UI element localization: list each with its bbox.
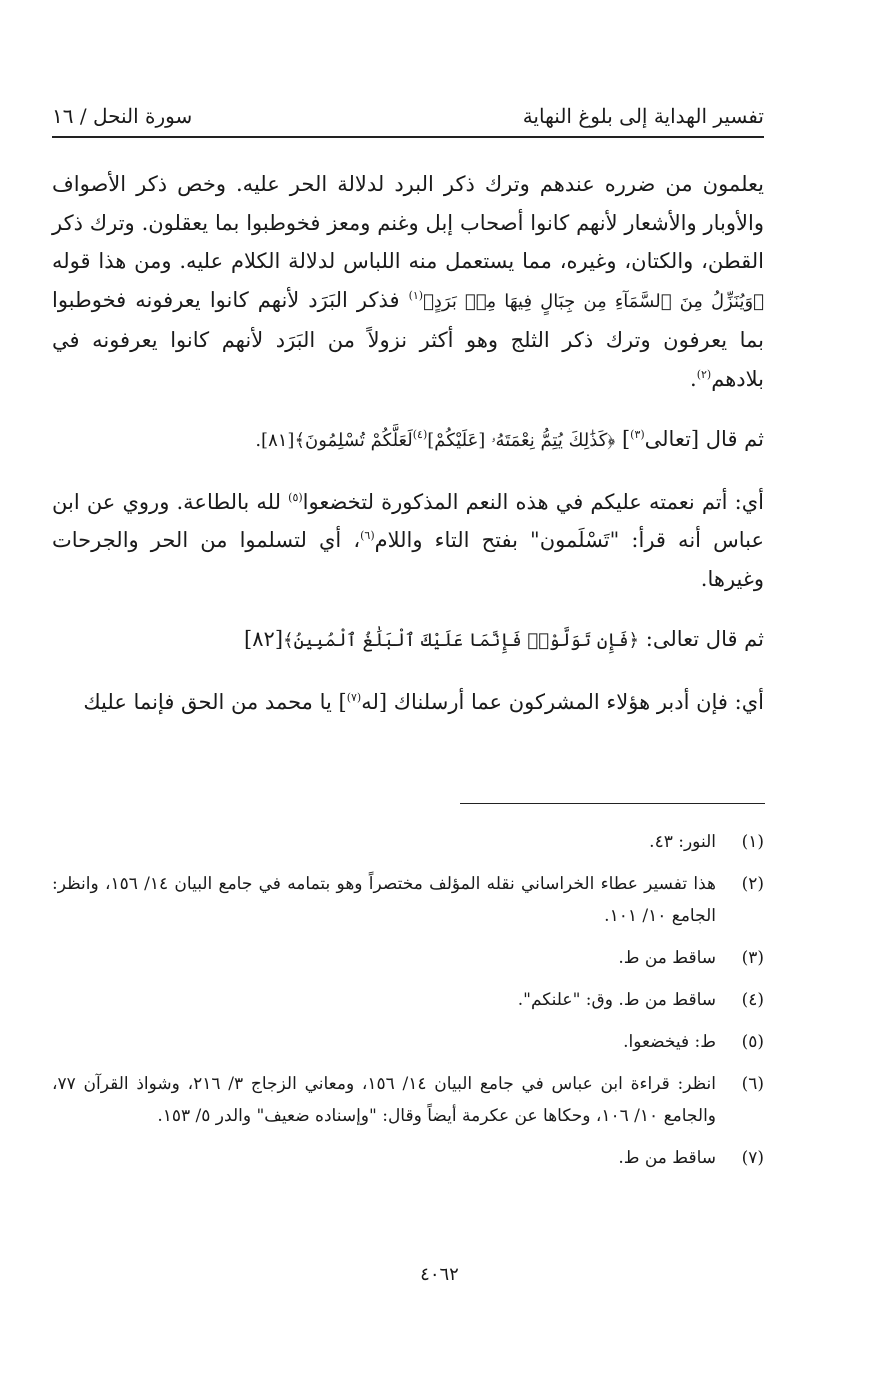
text-run: يعلمون من ضرره عندهم وترك ذكر البرد لدلالة الحر عليه. وخص ذكر الأصواف والأوبار والأشعار لأنهم كانوا أصحاب إبل وغنم ومعز فخوطبوا بما يعقلون. وترك ذكر القطن، والكتان، وغيره، مما يستعمل منه اللباس لدلالة الكلام عليه. ومن هذا قوله [52,172,764,273]
footnote [52,1142,764,1174]
footnote-marker: (٦) [360,529,375,542]
text-run: ، أي لتسلموا من الحر والجرحات وغيرها. [52,528,764,591]
paragraph [52,620,764,661]
footnote-marker: (١) [408,288,424,302]
footnote-text: انظر: قراءة ابن عباس في جامع البيان ١٤/ ١٥٦، ومعاني الزجاج ٣/ ٢١٦، وشواذ القرآن ٧٧، والجامع ١٠/ ١٠٦، وحكاها عن عكرمة أيضاً وقال: "وإسناده ضعيف" والدر ٥/ ١٥٣. [52,1074,716,1126]
text-run: ثم قال تعالى: [645,627,764,651]
footnote [52,1068,764,1132]
footnote-text: ط: فيخضعوا. [623,1032,716,1052]
footnote-marker: (٣) [630,428,645,441]
quran-verse: ﴿فَإِن تَوَلَّوْا۟ فَإِنَّمَا عَلَيْكَ ٱلْبَلَٰغُ ٱلْمُبِينُ﴾ [283,630,640,651]
footnote-text: النور: ٤٣. [649,832,716,852]
footnote-number: (٤) [741,990,764,1010]
quran-verse: ﴿كَذَٰلِكَ يُتِمُّ نِعْمَتَهُۥ [عَلَيْكُمْ] [427,430,616,451]
running-header [52,100,764,138]
footnote-text: ساقط من ط. [618,1148,716,1168]
surah-reference: سورة النحل / ١٦ [52,104,193,128]
paragraph [52,483,764,599]
footnote [52,942,764,974]
footnote-number: (٣) [741,948,764,968]
text-run: لله بالطاعة. وروي عن ابن عباس أنه قرأ: "تَسْلَمون" بفتح التاء واللام [52,489,765,552]
footnote-marker: (٢) [696,367,712,381]
text-run: أي: فإن أدبر هؤلاء المشركون عما أرسلناك [له [361,689,764,714]
book-title: تفسير الهداية إلى بلوغ النهاية [522,104,764,128]
footnote-number: (٧) [741,1148,764,1168]
paragraph: ثم قال [تعالى$^{(٣)}$] ﴿كَذَٰلِكَ يُتِمُّ نِعْمَتَهُۥ [عَلَيْكُمْ]$^{(٤)}$لَعَلَّكُمْ تُسْلِمُونَ﴾[٨١]. [255,427,764,451]
text-run: فذكر البَرَد لأنهم كانوا يعرفونه فخوطبوا بما يعرفون وترك ذكر الثلج وهو أكثر نزولاً من البَرَد لأنهم كانوا يعرفونه في بلادهم [52,287,764,391]
footnote-text: هذا تفسير عطاء الخراساني نقله المؤلف مختصراً وهو بتمامه في جامع البيان ١٤/ ١٥٦، وانظر: الجامع ١٠/ ١٠١. [52,874,716,926]
footnote [52,868,764,932]
verse-number: [٨٢] [244,627,284,651]
footnotes [52,826,764,1184]
footnote-marker: (٥) [288,490,303,504]
footnote-text: ساقط من ط. وق: "علنكم". [517,990,716,1010]
footnote [52,1026,764,1058]
paragraph [52,683,764,722]
text-run: أي: أتم نعمته عليكم في هذه النعم المذكورة لتخضعوا [302,489,764,514]
quran-verse-end: لَعَلَّكُمْ تُسْلِمُونَ﴾[٨١]. [255,430,413,451]
footnote-number: (٢) [741,874,764,894]
main-text [52,165,764,721]
footnote-number: (٦) [741,1074,764,1094]
footnote-marker: (٧) [346,690,362,704]
quran-verse: ﴿وَيُنَزِّلُ مِنَ ٱلسَّمَآءِ مِن جِبَالٍ فِيهَا مِنۢ بَرَدٍ﴾ [423,290,764,312]
text-run: ] يا محمد من الحق فإنما عليك [83,689,347,714]
page-number: ٤٠٦٢ [420,1264,459,1285]
footnote [52,826,764,858]
text-run: ثم قال [تعالى [644,427,764,451]
footnote-marker: (٤) [412,428,428,441]
footnote [52,984,764,1016]
paragraph: يعلمون من ضرره عندهم وترك ذكر البرد لدلالة الحر عليه. وخص ذكر الأصواف والأوبار والأشعار لأنهم كانوا أصحاب إبل وغنم ومعز فخوطبوا بما يعقلون. وترك ذكر القطن، والكتان، وغيره، مما يستعمل منه اللباس لدلالة الكلام عليه. ومن هذا قوله ﴿وَيُنَزِّلُ مِنَ ٱلسَّمَآءِ مِن جِبَالٍ فِيهَا مِنۢ بَرَدٍ﴾$^{(١)}$ فذكر البَرَد لأنهم كانوا يعرفونه فخوطبوا بما يعرفون وترك ذكر الثلج وهو أكثر نزولاً من البَرَد لأنهم كانوا يعرفونه في بلادهم$^{(٢)}$. [52,172,764,391]
footnote-number: (٥) [741,1032,764,1052]
footnote-divider [460,803,765,804]
footnote-text: ساقط من ط. [618,948,716,968]
footnote-number: (١) [741,832,764,852]
